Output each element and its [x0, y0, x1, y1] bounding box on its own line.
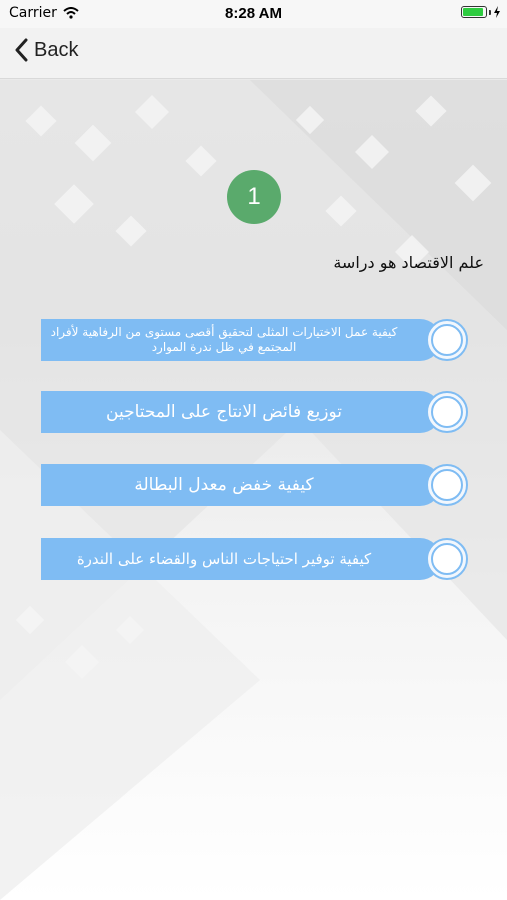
- status-bar: [0, 0, 507, 28]
- question-number-badge: 1: [227, 170, 281, 224]
- radio-button[interactable]: [426, 319, 468, 361]
- answer-option-3[interactable]: [41, 462, 469, 508]
- chevron-left-icon: [14, 38, 28, 62]
- battery-tip: [489, 10, 491, 15]
- status-right: [461, 6, 501, 18]
- answer-option-label: كيفية خفض معدل البطالة: [41, 464, 441, 506]
- radio-button[interactable]: [426, 391, 468, 433]
- back-label: Back: [34, 38, 79, 61]
- answer-option-label: كيفية عمل الاختيارات المثلى لتحقيق أقصى مستوى من الرفاهية لأفراد المجتمع في ظل ندرة الموارد: [41, 319, 441, 361]
- answer-option-label: توزيع فائض الانتاج على المحتاجين: [41, 391, 441, 433]
- back-button[interactable]: [14, 38, 78, 62]
- answer-option-1[interactable]: [41, 317, 469, 363]
- radio-button[interactable]: [426, 464, 468, 506]
- answer-option-4[interactable]: [41, 536, 469, 582]
- charging-icon: [493, 6, 501, 18]
- status-time: 8:28 AM: [225, 5, 282, 22]
- nav-bar: [0, 28, 507, 79]
- battery-icon: [461, 6, 487, 18]
- radio-button[interactable]: [426, 538, 468, 580]
- question-text: علم الاقتصاد هو دراسة: [333, 253, 484, 272]
- answer-option-label: كيفية توفير احتياجات الناس والقضاء على الندرة: [41, 538, 441, 580]
- answer-option-2[interactable]: [41, 389, 469, 435]
- carrier-label: Carrier: [9, 5, 57, 21]
